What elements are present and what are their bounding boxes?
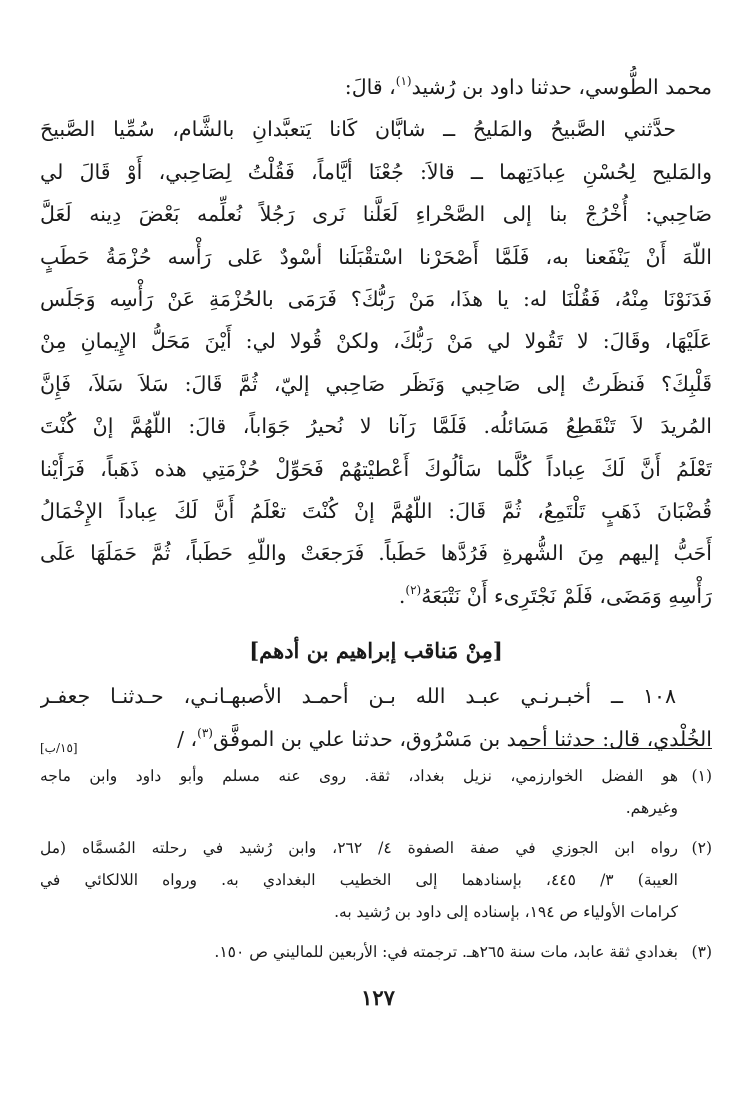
footnote-text [40, 832, 678, 928]
footnote-number: (٢) [691, 839, 712, 857]
footnote-line: وغيرهم. [625, 799, 678, 817]
footnote-ref[interactable]: (١) [395, 74, 412, 88]
folio-marker: [١٥/ب] [40, 741, 78, 756]
text-line: الخُلْدي، قال: حدثنا أحمد بن مَسْرُوق، حدثنا علي بن الموفَّق$^{(٣)}$، / [177, 725, 712, 751]
text-line: محمد الطُّوسي، حدثنا داود بن رُشيد$^{(١)}$، قالَ: [344, 74, 712, 99]
text-line: فَدَنَوْنَا مِنْهُ، فَقُلْنَا له: يا هذَا، مَنْ رَبُّكَ؟ فَرَمَى بالحُزْمَةِ عَنْ رَأْسِه وَجَلَس [40, 287, 712, 312]
footnote-number: (٣) [691, 943, 712, 961]
page-body [40, 66, 712, 961]
text-line: قُضْبَانَ ذَهَبٍ تَلْتَمِعُ، ثُمَّ قَالَ: اللّهُمَّ إنْ كُنْتَ تعْلَمُ أَنَّ لَكَ عِباداً الإِخْمَالُ [40, 499, 712, 524]
footnote-ref[interactable]: (٣) [197, 725, 213, 740]
text-line: المُريدَ لاَ تَنْقَطِعُ مَسَائلُه. فَلَمَّا رَآنا لا نُحيرُ جَوَاباً، قالَ: اللّهُمَّ إنْ كُنْتَ [40, 414, 712, 439]
narration-paragraph [40, 66, 712, 617]
text-line: تَعْلَمُ أَنَّ لَكَ عِباداً كُلَّما سَألُوكَ أَعْطيْتهُمْ فَحَوِّلْ حُزْمَتِي هذه ذَهَباً، فَرَأَيْنا [40, 456, 712, 481]
text-line: اللّهَ أَنْ يَنْفَعنا به، فَلَمَّا أَصْحَرْنا اسْتقْبَلَنا أسْودٌ عَلى رَأْسه حُزْمَةُ حَطَبٍ [40, 244, 712, 269]
section-heading: [مِنْ مَناقب إبراهيم بن أدهم] [249, 638, 503, 664]
footnote [40, 832, 712, 928]
text-line: عَلَيْهَا، وقَالَ: لا تَقُولا لي مَنْ رَبُّكَ، ولكنْ قُولا لي: أَيْنَ مَحَلُّ الإِيمانِ مِنْ [40, 329, 712, 354]
text-line: رَأْسِهِ وَمَضَى، فَلَمْ نَجْتَرِىء أَنْ نَتْبَعَهُ$^{(٢)}$. [398, 582, 712, 608]
footnotes [40, 760, 712, 968]
text-line: صَاحِبي: أُخْرُجْ بنا إلى الصَّحْراءِ لَعَلَّنا نَرى رَجُلاً نُعلِّمه بَعْضَ دِينه لَعَلَّ [40, 202, 712, 227]
footnote-line: كرامات الأولياء ص ١٩٤، بإسناده إلى داود بن رُشيد به. [334, 903, 678, 921]
footnote-line: العيبة) ٣/ ٤٤٥، بإسنادهما إلى الخطيب البغدادي به. ورواه اللالكائي في [40, 871, 678, 889]
footnote-text [40, 936, 678, 968]
text-line: ١٠٨ ــ أخبـرنـي عبـد الله بـن أحمـد الأصبهـانـي، حـدثنـا جعفـر [40, 684, 676, 709]
footnote [40, 760, 712, 824]
text-line: أَحَبُّ إليهم مِنَ الشُّهرةِ فَرُدَّها حَطَباً. فَرَجعَتْ واللّهِ حَطَباً، ثُمَّ حَمَلَهَا عَلَى [40, 541, 712, 566]
footnote-number: (١) [691, 767, 712, 785]
page-number: ١٢٧ [361, 985, 395, 1010]
footnote-ref[interactable]: (٢) [405, 582, 422, 597]
footnote-divider [522, 748, 712, 749]
footnote-text [40, 760, 678, 824]
footnote-line: رواه ابن الجوزي في صفة الصفوة ٤/ ٢٦٢، وابن رُشيد في رحلته المُسمَّاه (مل [40, 839, 678, 857]
footnote-line: بغدادي ثقة عابد، مات سنة ٢٦٥هـ. ترجمته في: الأربعين للماليني ص ١٥٠. [214, 943, 678, 961]
footnote-line: هو الفضل الخوارزمي، نزيل بغداد، ثقة. روى عنه مسلم وأبو داود وابن ماجه [40, 767, 678, 785]
footnote [40, 936, 712, 968]
text-line: قَلْبِكَ؟ فَنظَرتُ إلى صَاحِبي وَنَظَر صَاحِبي إليّ، ثُمَّ قَالَ: سَلاَ سَلاَ، فَإِنَّ [40, 371, 712, 396]
text-line: والمَليح لِحُسْنِ عِبادَتِهما ــ قالاَ: جُعْنَا أيَّاماً، فَقُلْتُ لِصَاحِبي، أَوْ قَالَ لي [40, 159, 712, 184]
text-line: حدَّثني الصَّبيحُ والمَليحُ ــ شابَّان كَانا يَتعبَّدانِ بالشَّام، سُمِّيا الصَّبيحَ [40, 117, 676, 142]
